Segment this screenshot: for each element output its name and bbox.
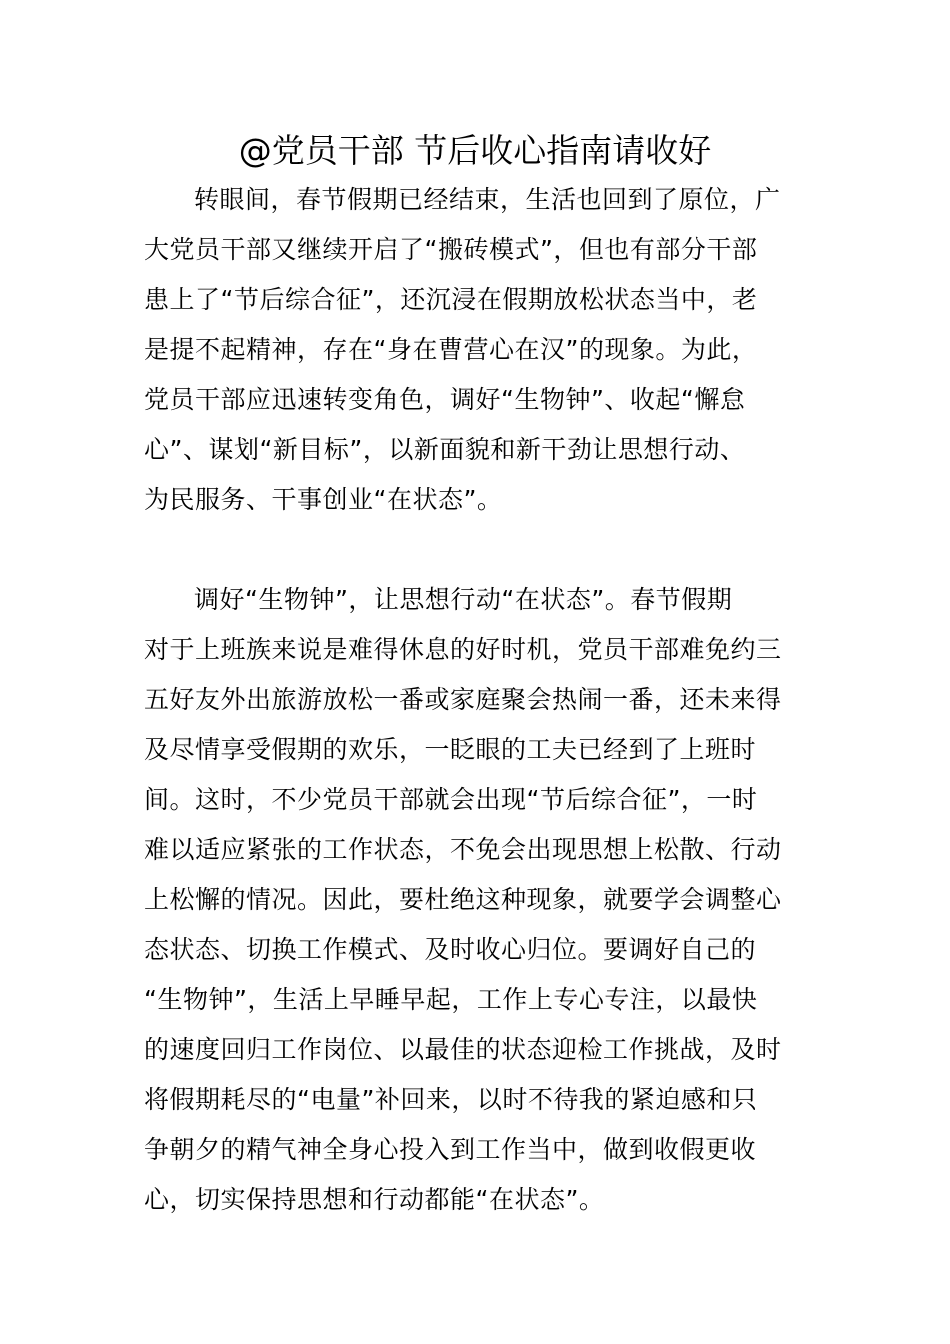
- paragraph2-line-3: 五好友外出旅游放松一番或家庭聚会热闹一番，还未来得: [144, 685, 782, 714]
- paragraph2-line-11: 将假期耗尽的“电量”补回来，以时不待我的紧迫感和只: [144, 1085, 758, 1114]
- paragraph2-line-12: 争朝夕的精气神全身心投入到工作当中，做到收假更收: [144, 1135, 757, 1164]
- paragraph2-line-9: “生物钟”，生活上早睡早起，工作上专心专注，以最快: [144, 985, 758, 1014]
- paragraph1-line-4: 是提不起精神，存在“身在曹营心在汉”的现象。为此，: [144, 335, 758, 364]
- paragraph1-line-7: 为民服务、干事创业“在状态”。: [144, 485, 503, 514]
- paragraph2-line-6: 难以适应紧张的工作状态，不免会出现思想上松散、行动: [144, 835, 782, 864]
- paragraph2-line-1: 调好“生物钟”，让思想行动“在状态”。春节假期: [194, 585, 733, 614]
- paragraph2-line-5: 间。这时，不少党员干部就会出现“节后综合征”，一时: [144, 785, 758, 814]
- paragraph2-line-4: 及尽情享受假期的欢乐，一眨眼的工夫已经到了上班时: [144, 735, 757, 764]
- paragraph2-line-2: 对于上班族来说是难得休息的好时机，党员干部难免约三: [144, 635, 782, 664]
- paragraph2-line-8: 态状态、切换工作模式、及时收心归位。要调好自己的: [144, 935, 757, 964]
- paragraph1-line-2: 大党员干部又继续开启了“搬砖模式”，但也有部分干部: [144, 235, 758, 264]
- paragraph1-line-5: 党员干部应迅速转变角色，调好“生物钟”、收起“懈怠: [144, 385, 746, 414]
- paragraph1-line-6: 心”、谋划“新目标”，以新面貌和新干劲让思想行动、: [144, 435, 746, 464]
- paragraph2-line-7: 上松懈的情况。因此，要杜绝这种现象，就要学会调整心: [144, 885, 782, 914]
- paragraph1-line-3: 患上了“节后综合征”，还沉浸在假期放松状态当中，老: [144, 285, 758, 314]
- paragraph2-line-13: 心，切实保持思想和行动都能“在状态”。: [144, 1185, 605, 1214]
- document-title: @党员干部 节后收心指南请收好: [238, 131, 712, 170]
- paragraph1-line-1: 转眼间，春节假期已经结束，生活也回到了原位，广: [194, 185, 781, 214]
- paragraph2-line-10: 的速度回归工作岗位、以最佳的状态迎检工作挑战，及时: [144, 1035, 782, 1064]
